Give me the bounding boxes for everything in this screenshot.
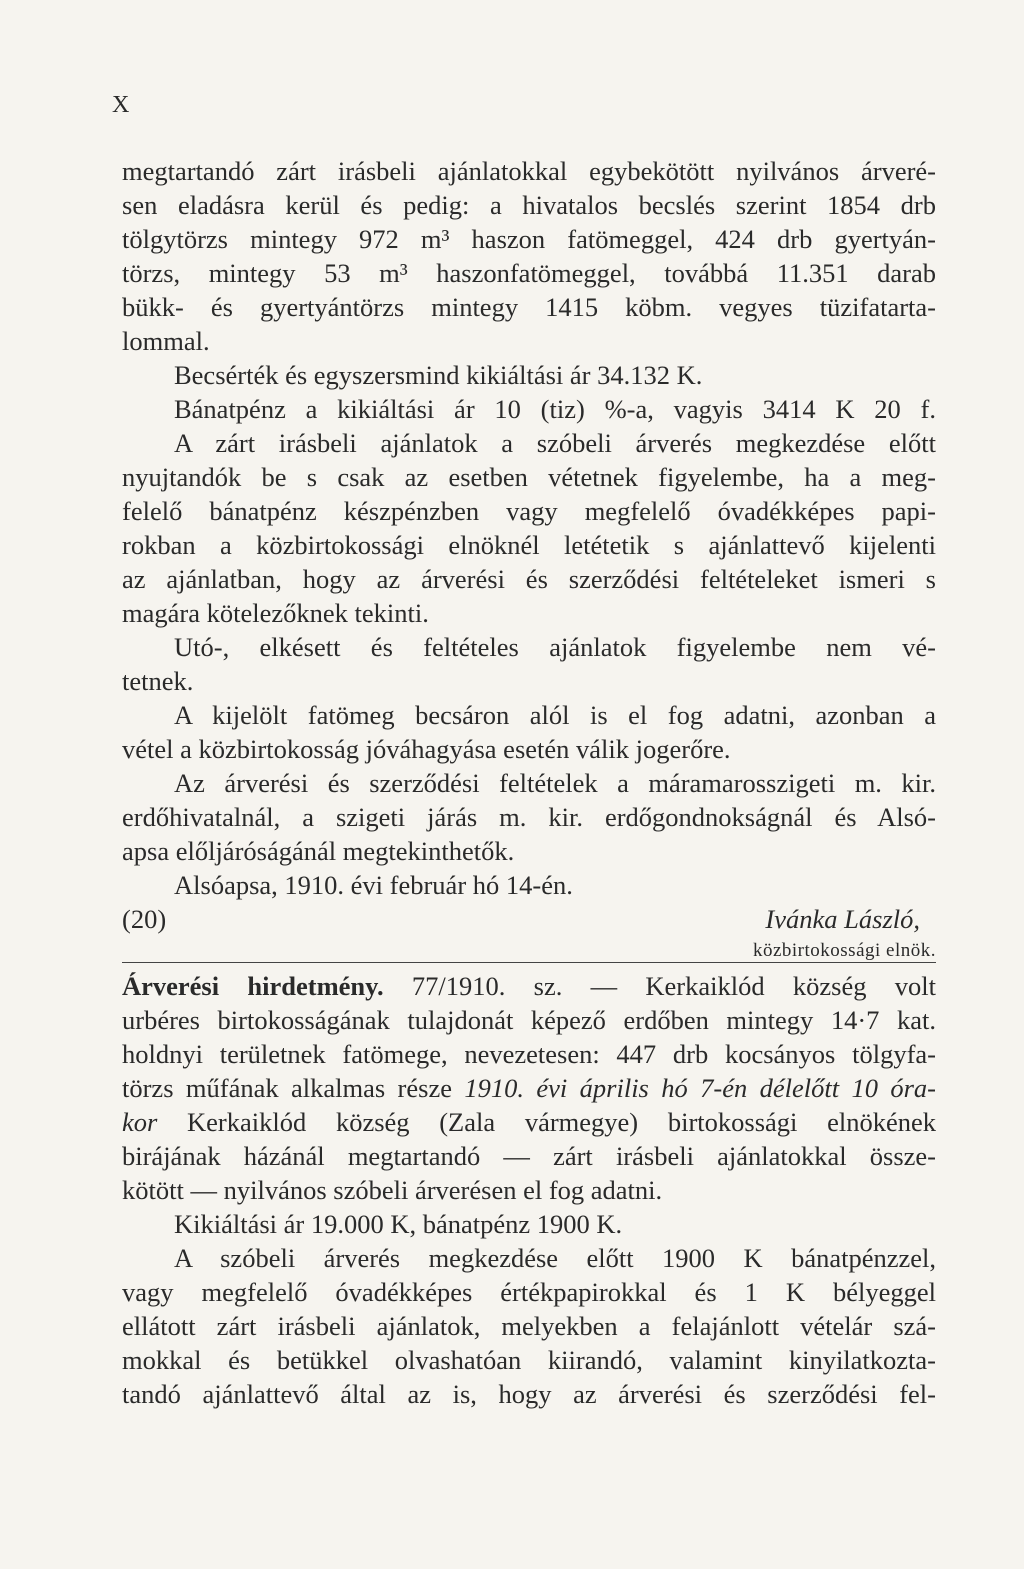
- text-segment: 77/1910. sz. — Kerkaiklód község volt: [383, 971, 936, 1001]
- auction-date-end: kor: [122, 1107, 158, 1137]
- text-line: kötött — nyilvános szóbeli árverésen el fog adatni.: [122, 1175, 663, 1205]
- page-number: X: [112, 92, 131, 118]
- text-line: ellátott zárt irásbeli ajánlatok, melyekben a felajánlott vételár szá-: [122, 1311, 936, 1341]
- notice-2: [122, 969, 936, 1411]
- text-line: [122, 1105, 936, 1139]
- reference-number: (20): [122, 904, 167, 934]
- text-line: tetnek.: [122, 666, 194, 696]
- text-line: Becsérték és egyszersmind kikiáltási ár 34.132 K.: [174, 360, 703, 390]
- text-segment: Kerkaiklód község (Zala vármegye) birtokossági elnökének: [157, 1107, 936, 1137]
- text-line: törzs, mintegy 53 m³ haszonfatömeggel, továbbá 11.351 darab: [122, 258, 936, 288]
- heading-line: [122, 969, 936, 1003]
- signature-row: [122, 902, 936, 936]
- signature-title: közbirtokossági elnök.: [752, 940, 936, 961]
- notice-heading: Árverési hirdetmény.: [122, 971, 384, 1001]
- text-line: lommal.: [122, 326, 210, 356]
- text-line: urbéres birtokosságának tulajdonát képező erdőben mintegy 14·7 kat.: [122, 1005, 936, 1035]
- text-segment: törzs műfának alkalmas része: [122, 1073, 465, 1103]
- text-line: [122, 1071, 936, 1105]
- text-line: apsa előljáróságánál megtekinthetők.: [122, 836, 515, 866]
- text-line: nyujtandók be s csak az esetben vétetnek figyelembe, ha a meg-: [122, 462, 936, 492]
- text-line: mokkal és betükkel olvashatóan kiirandó, valamint kinyilatkozta-: [122, 1345, 936, 1375]
- text-line: A kijelölt fatömeg becsáron alól is el fog adatni, azonban a: [174, 700, 936, 730]
- text-line: magára kötelezőknek tekinti.: [122, 598, 429, 628]
- text-line: sen eladásra kerül és pedig: a hivatalos becslés szerint 1854 drb: [122, 190, 936, 220]
- text-line: tölgytörzs mintegy 972 m³ haszon fatömeggel, 424 drb gyertyán-: [122, 224, 936, 254]
- text-line: Bánatpénz a kikiáltási ár 10 (tiz) %-a, vagyis 3414 K 20 f.: [174, 394, 936, 424]
- date-line: Alsóapsa, 1910. évi február hó 14-én.: [174, 870, 573, 900]
- text-line: erdőhivatalnál, a szigeti járás m. kir. erdőgondnokságnál és Alsó-: [122, 802, 936, 832]
- section-divider: [122, 962, 936, 963]
- signature-name: Ivánka László,: [765, 904, 920, 934]
- text-line: vétel a közbirtokosság jóváhagyása esetén válik jogerőre.: [122, 734, 731, 764]
- text-line: A zárt irásbeli ajánlatok a szóbeli árverés megkezdése előtt: [174, 428, 936, 458]
- text-line: tandó ajánlattevő által az is, hogy az árverési és szerződési fel-: [122, 1379, 936, 1409]
- text-line: A szóbeli árverés megkezdése előtt 1900 K bánatpénzzel,: [174, 1243, 936, 1273]
- text-line: bükk- és gyertyántörzs mintegy 1415 köbm. vegyes tüzifatarta-: [122, 292, 936, 322]
- text-line: Az árverési és szerződési feltételek a máramarosszigeti m. kir.: [174, 768, 936, 798]
- text-line: megtartandó zárt irásbeli ajánlatokkal egybekötött nyilvános árveré-: [122, 156, 936, 186]
- text-line: az ajánlatban, hogy az árverési és szerződési feltételeket ismeri s: [122, 564, 936, 594]
- text-line: Kikiáltási ár 19.000 K, bánatpénz 1900 K.: [174, 1209, 623, 1239]
- text-line: Utó-, elkésett és feltételes ajánlatok figyelembe nem vé-: [174, 632, 936, 662]
- auction-date: 1910. évi április hó 7-én délelőtt 10 óra-: [464, 1073, 936, 1103]
- notice-1: [122, 154, 936, 966]
- text-line: vagy megfelelő óvadékképes értékpapirokkal és 1 K bélyeggel: [122, 1277, 936, 1307]
- text-line: rokban a közbirtokossági elnöknél letétetik s ajánlattevő kijelenti: [122, 530, 936, 560]
- text-line: birájának házánál megtartandó — zárt irásbeli ajánlatokkal össze-: [122, 1141, 936, 1171]
- text-line: holdnyi területnek fatömege, nevezetesen: 447 drb kocsányos tölgyfa-: [122, 1039, 936, 1069]
- text-line: felelő bánatpénz készpénzben vagy megfelelő óvadékképes papi-: [122, 496, 936, 526]
